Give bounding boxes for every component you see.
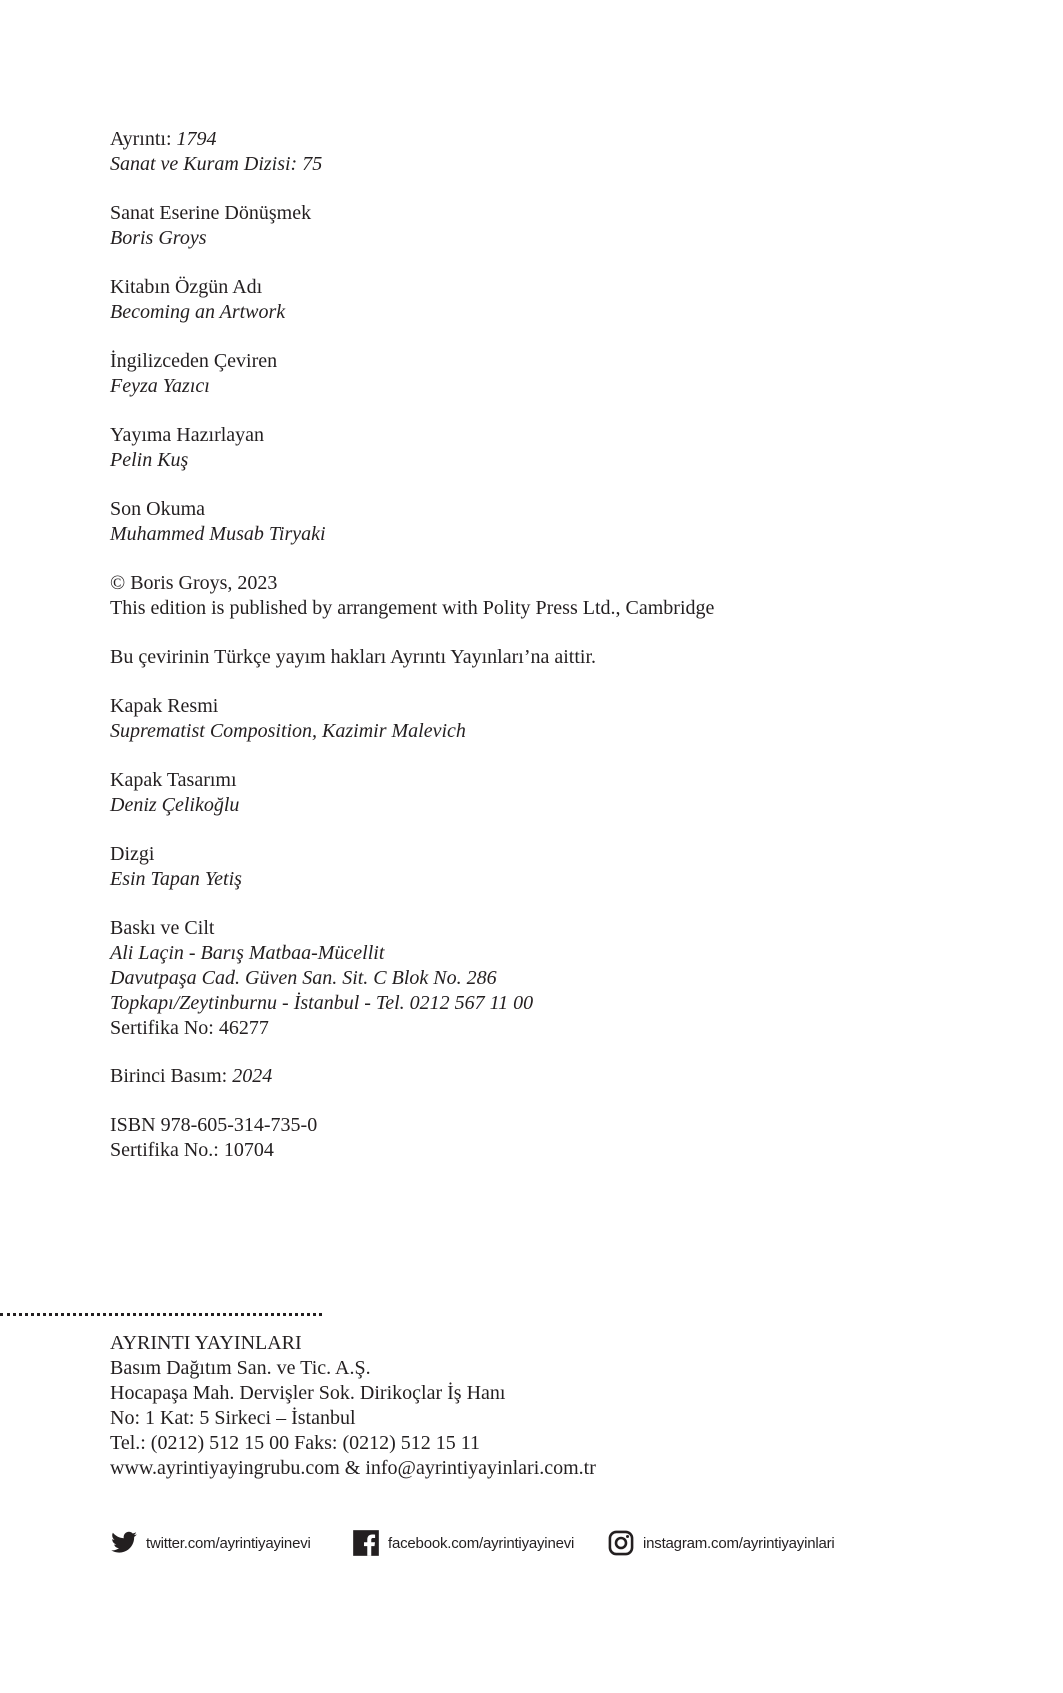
publisher-address-2: No: 1 Kat: 5 Sirkeci – İstanbul	[110, 1407, 356, 1429]
instagram-icon	[607, 1529, 635, 1557]
series-info	[110, 127, 322, 177]
dotted-divider	[0, 1313, 322, 1316]
publisher-name: AYRINTI YAYINLARI	[110, 1332, 302, 1354]
series-label: Ayrıntı:	[110, 128, 172, 150]
edition-arrangement: This edition is published by arrangement with Polity Press Ltd., Cambridge	[110, 597, 715, 619]
publisher-block	[110, 1331, 596, 1481]
original-title-block	[110, 275, 285, 325]
proofreading-name: Muhammed Musab Tiryaki	[110, 523, 326, 545]
translator-name: Feyza Yazıcı	[110, 375, 210, 397]
cover-design-label: Kapak Tasarımı	[110, 769, 237, 791]
book-author: Boris Groys	[110, 227, 207, 249]
editor-block	[110, 423, 264, 473]
social-twitter[interactable]	[110, 1528, 311, 1558]
editor-name: Pelin Kuş	[110, 449, 189, 471]
publisher-phone: Tel.: (0212) 512 15 00 Faks: (0212) 512 15 11	[110, 1432, 481, 1454]
editor-label: Yayıma Hazırlayan	[110, 424, 265, 446]
social-instagram[interactable]	[607, 1528, 835, 1558]
cover-image-value: Suprematist Composition, Kazimir Malevich	[110, 720, 466, 742]
translator-block	[110, 349, 277, 399]
cover-designer: Deniz Çelikoğlu	[110, 794, 240, 816]
typesetting-block	[110, 842, 242, 892]
publisher-certificate: Sertifika No.: 10704	[110, 1139, 274, 1161]
series-number: 1794	[176, 128, 217, 150]
social-facebook[interactable]	[352, 1528, 574, 1558]
facebook-handle: facebook.com/ayrintiyayinevi	[388, 1534, 575, 1552]
proofreading-block	[110, 497, 326, 547]
first-edition	[110, 1064, 272, 1089]
cover-image-label: Kapak Resmi	[110, 695, 219, 717]
printer-location: Topkapı/Zeytinburnu - İstanbul - Tel. 0212 567 11 00	[110, 992, 534, 1014]
printing-block	[110, 916, 533, 1041]
translator-label: İngilizceden Çeviren	[110, 350, 278, 372]
isbn-block	[110, 1113, 317, 1163]
original-title-label: Kitabın Özgün Adı	[110, 276, 263, 298]
first-edition-label: Birinci Basım:	[110, 1065, 228, 1087]
cover-design-block	[110, 768, 239, 818]
original-title-value: Becoming an Artwork	[110, 301, 286, 323]
printer-certificate: Sertifika No: 46277	[110, 1017, 269, 1039]
facebook-icon	[352, 1529, 380, 1557]
twitter-handle: twitter.com/ayrintiyayinevi	[146, 1534, 311, 1552]
twitter-icon	[110, 1529, 138, 1557]
printer-name: Ali Laçin - Barış Matbaa-Mücellit	[110, 942, 385, 964]
title-block	[110, 201, 311, 251]
printer-address: Davutpaşa Cad. Güven San. Sit. C Blok No. 286	[110, 967, 497, 989]
subseries: Sanat ve Kuram Dizisi: 75	[110, 153, 323, 175]
publisher-company: Basım Dağıtım San. ve Tic. A.Ş.	[110, 1357, 371, 1379]
rights-notice: Bu çevirinin Türkçe yayım hakları Ayrıntı Yayınları’na aittir.	[110, 646, 597, 668]
copyright-line: © Boris Groys, 2023	[110, 572, 278, 594]
publisher-web[interactable]: www.ayrintiyayingrubu.com & info@ayrintiyayinlari.com.tr	[110, 1457, 596, 1479]
typesetter: Esin Tapan Yetiş	[110, 868, 242, 890]
cover-image-block	[110, 694, 466, 744]
first-edition-year: 2024	[232, 1065, 273, 1087]
copyright-block	[110, 571, 714, 621]
publisher-address-1: Hocapaşa Mah. Dervişler Sok. Dirikoçlar İş Hanı	[110, 1382, 506, 1404]
proofreading-label: Son Okuma	[110, 498, 205, 520]
instagram-handle: instagram.com/ayrintiyayinlari	[643, 1534, 835, 1552]
book-title: Sanat Eserine Dönüşmek	[110, 202, 312, 224]
printing-label: Baskı ve Cilt	[110, 917, 215, 939]
isbn: ISBN 978-605-314-735-0	[110, 1114, 318, 1136]
typesetting-label: Dizgi	[110, 843, 155, 865]
